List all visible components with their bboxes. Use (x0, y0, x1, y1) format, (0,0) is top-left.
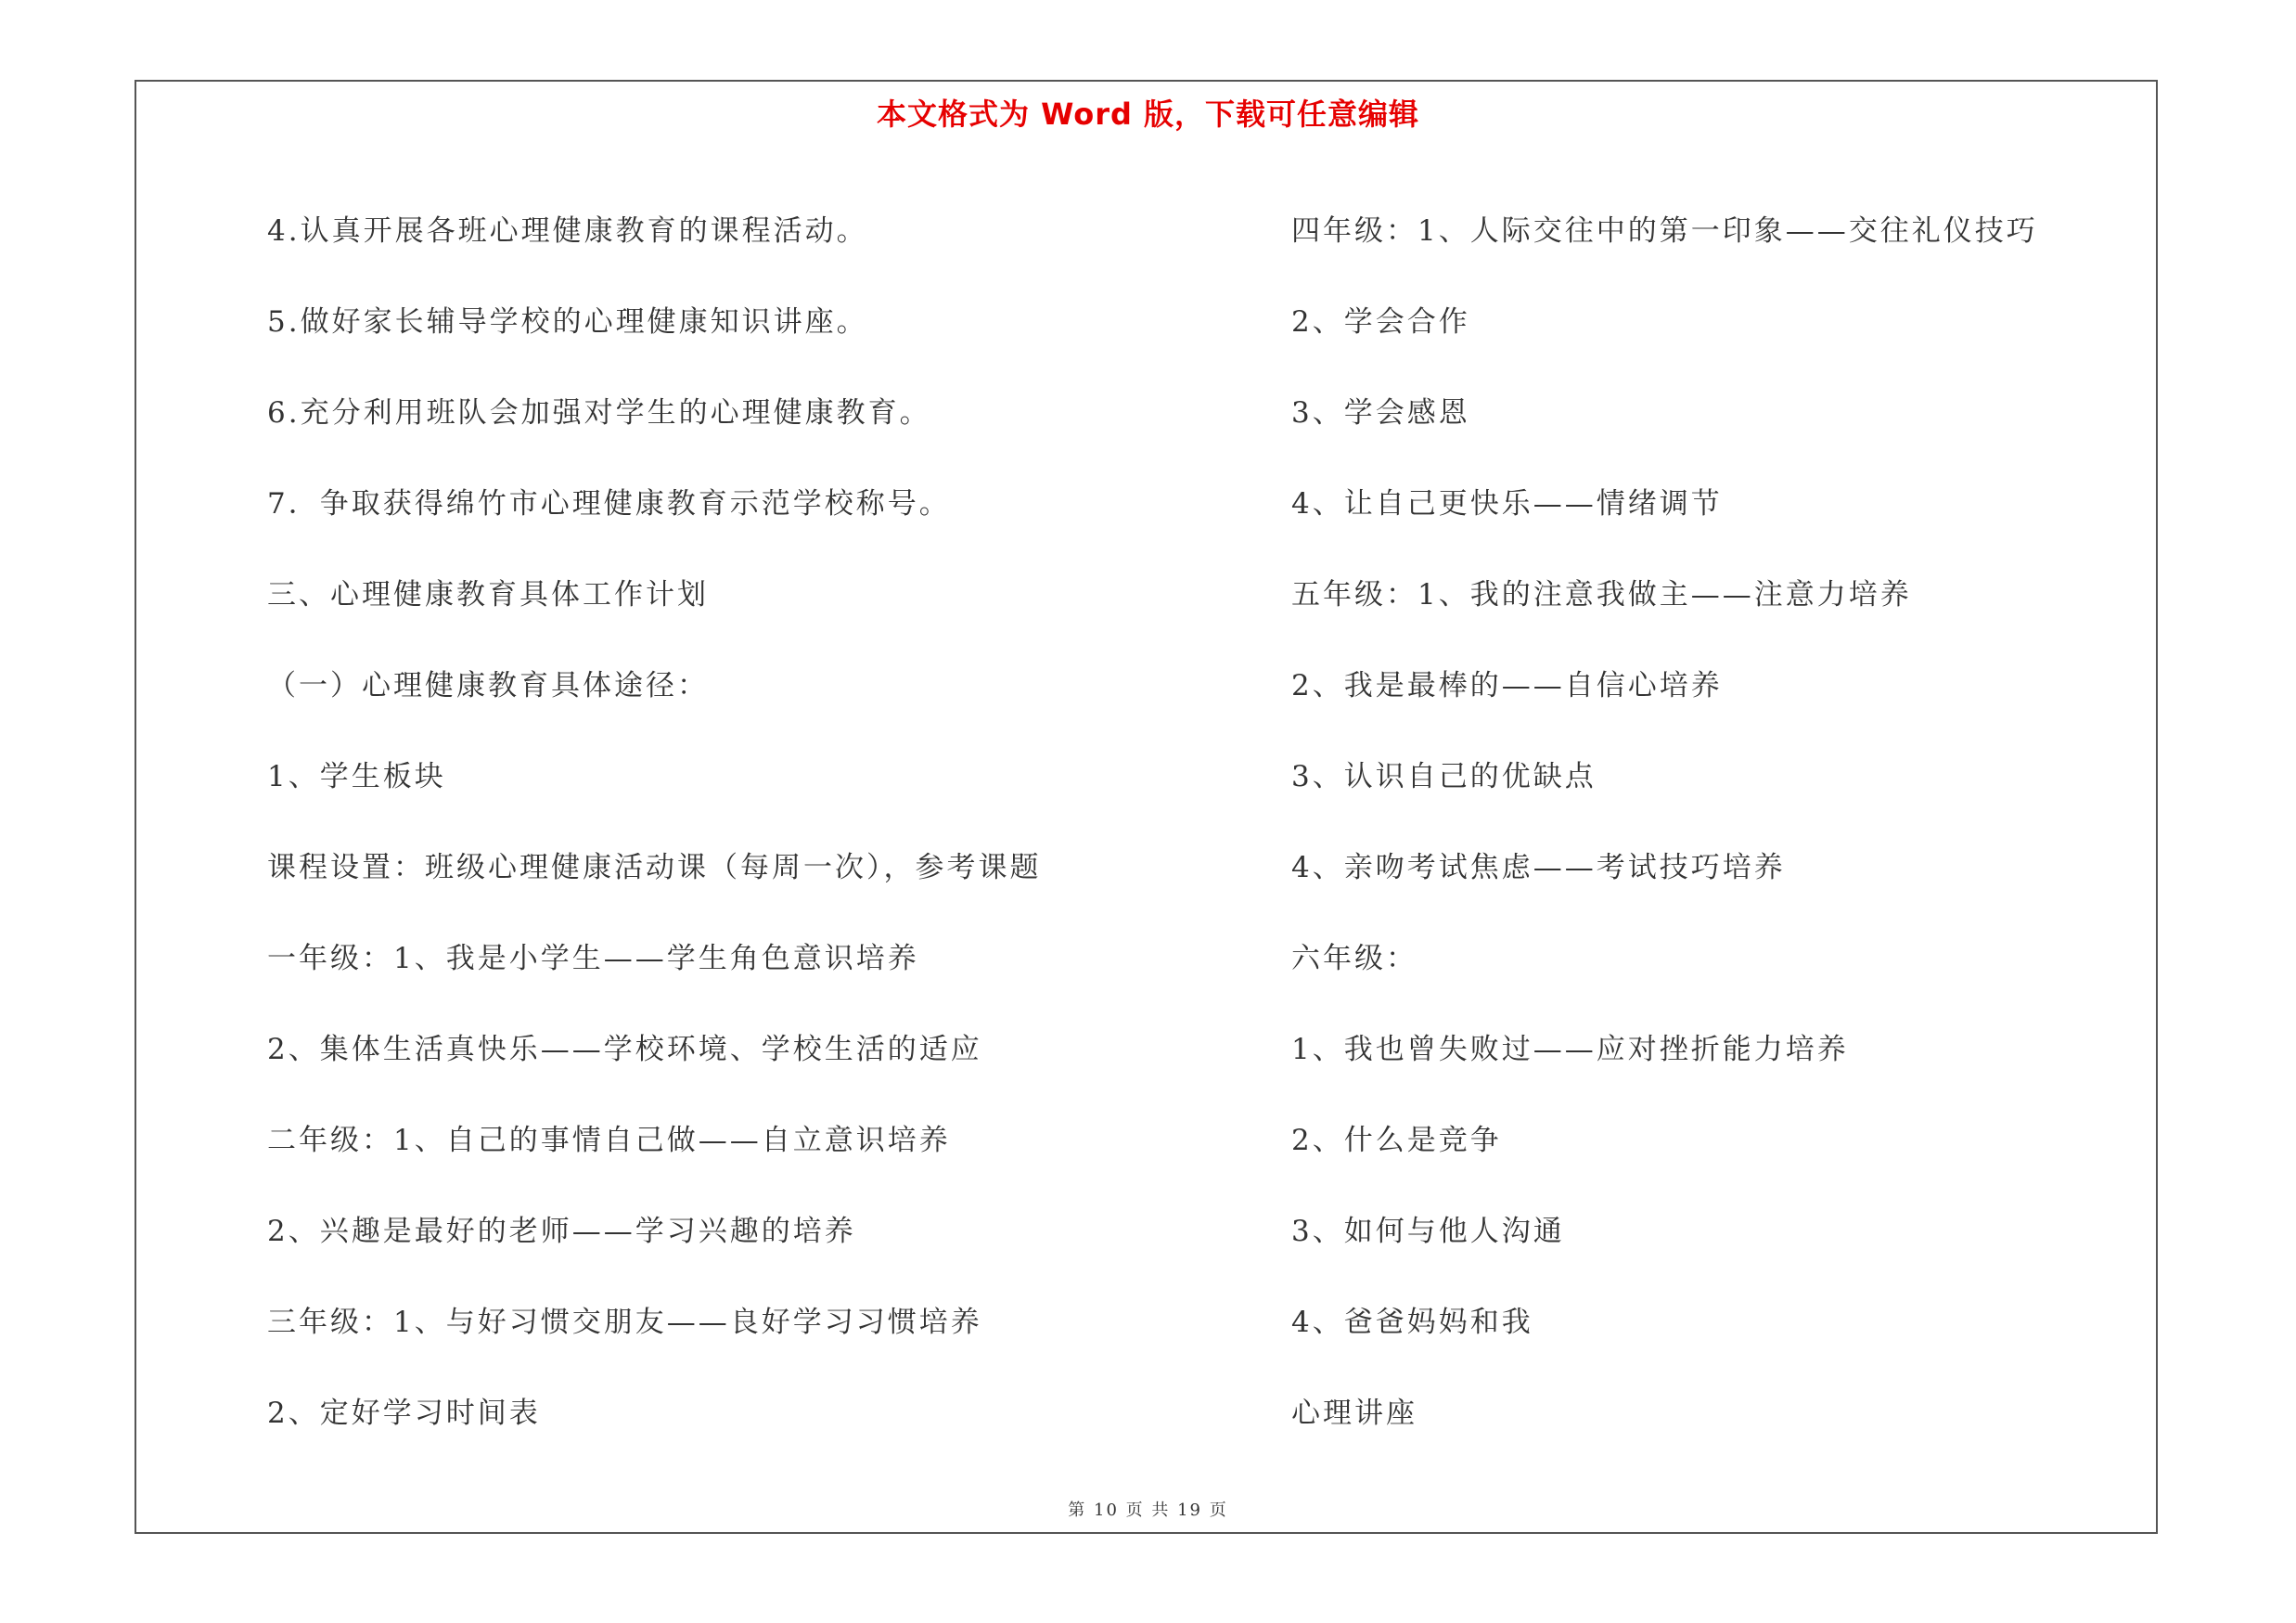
text-line: 1、我也曾失败过——应对挫折能力培养 (1291, 1033, 1849, 1066)
text-line: 2、兴趣是最好的老师——学习兴趣的培养 (267, 1215, 856, 1248)
subsection-heading: （一）心理健康教育具体途径： (267, 669, 709, 702)
section-heading: 三、心理健康教育具体工作计划 (267, 578, 709, 612)
text-line: 2、我是最棒的——自信心培养 (1291, 669, 1723, 702)
text-line: 2、集体生活真快乐——学校环境、学校生活的适应 (267, 1033, 982, 1066)
text-line: 3、如何与他人沟通 (1291, 1215, 1565, 1248)
header-banner: 本文格式为 Word 版，下载可任意编辑 (876, 97, 1420, 132)
text-line: 4、让自己更快乐——情绪调节 (1291, 487, 1723, 521)
page-footer: 第 10 页 共 19 页 (1068, 1501, 1228, 1520)
text-line: 四年级：1、人际交往中的第一印象——交往礼仪技巧 (1291, 214, 2038, 248)
text-line: 5.做好家长辅导学校的心理健康知识讲座。 (267, 305, 868, 339)
text-line: 3、学会感恩 (1291, 396, 1470, 430)
text-line: 4、亲吻考试焦虑——考试技巧培养 (1291, 851, 1786, 884)
text-line: 7．争取获得绵竹市心理健康教育示范学校称号。 (267, 487, 951, 521)
text-line: 1、学生板块 (267, 760, 446, 793)
text-line: 4.认真开展各班心理健康教育的课程活动。 (267, 214, 868, 248)
left-column (267, 186, 1042, 1459)
text-line: 六年级： (1291, 942, 1417, 975)
text-line: 6.充分利用班队会加强对学生的心理健康教育。 (267, 396, 931, 430)
text-line: 三年级：1、与好习惯交朋友——良好学习习惯培养 (267, 1306, 982, 1339)
text-line: 4、爸爸妈妈和我 (1291, 1306, 1533, 1339)
text-line: 3、认识自己的优缺点 (1291, 760, 1597, 793)
text-line: 心理讲座 (1291, 1397, 1417, 1430)
text-line: 二年级：1、自己的事情自己做——自立意识培养 (267, 1124, 951, 1157)
text-line: 课程设置：班级心理健康活动课（每周一次），参考课题 (267, 851, 1042, 884)
text-line: 2、定好学习时间表 (267, 1397, 541, 1430)
text-line: 2、学会合作 (1291, 305, 1470, 339)
right-column (1291, 186, 2038, 1459)
text-line: 一年级：1、我是小学生——学生角色意识培养 (267, 942, 919, 975)
text-line: 2、什么是竞争 (1291, 1124, 1502, 1157)
text-line: 五年级：1、我的注意我做主——注意力培养 (1291, 578, 1912, 612)
